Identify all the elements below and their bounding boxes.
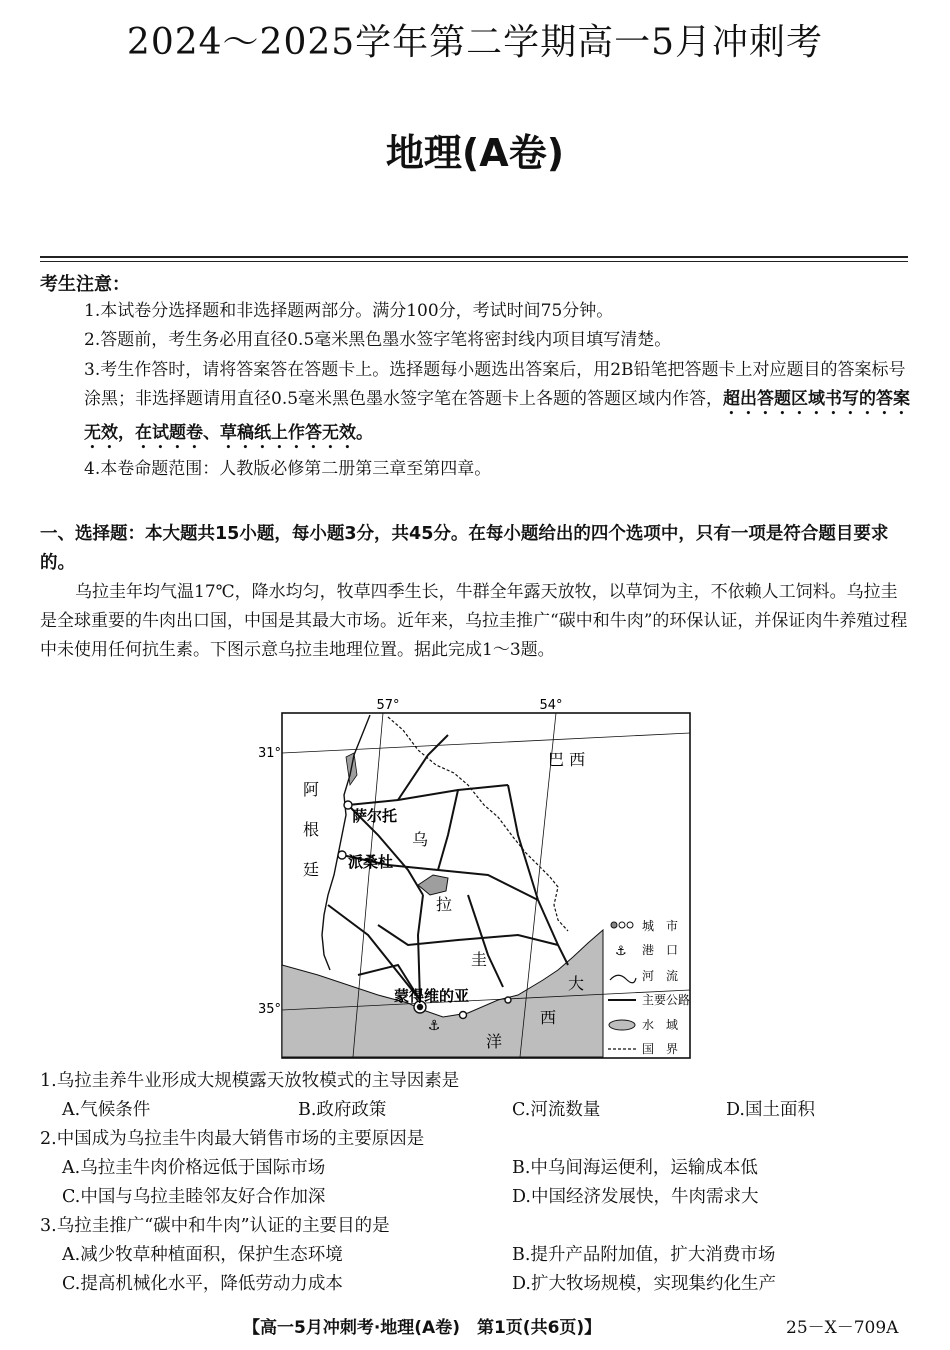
label-uruguay-2: 拉 <box>436 895 453 914</box>
legend-water-label: 水 域 <box>642 1018 679 1032</box>
lon-label-57: 57° <box>376 698 400 713</box>
label-salto: 萨尔托 <box>352 807 398 825</box>
question-3-option-a: A.减少牧草种植面积，保护生态环境 <box>62 1245 343 1265</box>
label-argentina-2: 根 <box>303 820 320 839</box>
notice-item-3 <box>84 356 912 453</box>
notice-item-1: 1.本试卷分选择题和非选择题两部分。满分100分，考试时间75分钟。 <box>84 301 614 321</box>
question-3-option-c: C.提高机械化水平，降低劳动力成本 <box>62 1274 343 1294</box>
label-uruguay-1: 乌 <box>412 830 429 849</box>
section-heading: 一、选择题：本大题共15小题，每小题3分，共45分。在每小题给出的四个选项中，只有一项是符合题目要求的。 <box>40 524 889 573</box>
lon-label-54: 54° <box>539 698 563 713</box>
question-1-stem: 1.乌拉圭养牛业形成大规模露天放牧模式的主导因素是 <box>40 1071 460 1091</box>
question-1-option-d: D.国土面积 <box>726 1100 815 1120</box>
question-3-option-d: D.扩大牧场规模，实现集约化生产 <box>512 1274 776 1294</box>
footer-code: 25－X－709A <box>786 1318 899 1338</box>
divider-thin <box>40 261 908 262</box>
exam-title: 2024～2025学年第二学期高一5月冲刺考 <box>126 22 824 63</box>
legend-water-icon <box>609 1020 635 1030</box>
question-2-option-c: C.中国与乌拉圭睦邻友好合作加深 <box>62 1187 326 1207</box>
question-2-option-d: D.中国经济发展快，牛肉需求大 <box>512 1187 759 1207</box>
notice-item-3-text: 3.考生作答时，请将答案答在答题卡上。选择题每小题选出答案后，用2B铅笔把答题卡上对应题目的答案标号涂黑；非选择题请用直径0.5毫米黑色墨水签字笔在答题卡上各题的答题区域内作答， <box>84 360 906 409</box>
question-2-stem: 2.中国成为乌拉圭牛肉最大销售市场的主要原因是 <box>40 1129 425 1149</box>
footer-center: 【高一5月冲刺考·地理(A卷) 第1页(共6页)】 <box>243 1318 602 1338</box>
legend-road-label: 主要公路 <box>642 993 691 1007</box>
question-1-option-a: A.气候条件 <box>62 1100 151 1120</box>
port-symbol: ⚓ <box>427 1018 441 1034</box>
question-2-option-a: A.乌拉圭牛肉价格远低于国际市场 <box>62 1158 326 1178</box>
subject-title: 地理(A卷) <box>385 131 565 175</box>
label-atlantic-2: 西 <box>540 1008 557 1027</box>
legend-port-icon: ⚓ <box>615 944 627 959</box>
question-1-option-c: C.河流数量 <box>512 1100 601 1120</box>
label-argentina-1: 阿 <box>303 780 320 799</box>
label-brazil: 巴 西 <box>548 750 586 769</box>
lat-label-35: 35° <box>258 1002 282 1017</box>
label-montevideo: 蒙得维的亚 <box>394 987 470 1005</box>
label-atlantic-3: 洋 <box>486 1032 503 1051</box>
question-2-option-b: B.中乌间海运便利，运输成本低 <box>512 1158 758 1178</box>
uruguay-map <box>258 695 694 1061</box>
question-3-option-b: B.提升产品附加值，扩大消费市场 <box>512 1245 776 1265</box>
legend-city-icon <box>611 922 633 928</box>
notice-item-4: 4.本卷命题范围：人教版必修第二册第三章至第四章。 <box>84 459 492 479</box>
legend-river-label: 河 流 <box>642 969 679 983</box>
legend-city-label: 城 市 <box>642 919 679 933</box>
question-1-option-b: B.政府政策 <box>298 1100 387 1120</box>
question-3-stem: 3.乌拉圭推广“碳中和牛肉”认证的主要目的是 <box>40 1216 390 1236</box>
lat-label-31: 31° <box>258 746 282 761</box>
notice-item-3-emphasis: 超出答题区域书写的答案无效，在试题卷、草稿纸上作答无效。 <box>84 389 911 443</box>
legend-border-label: 国 界 <box>642 1042 679 1056</box>
divider-thick <box>40 256 908 258</box>
notice-heading: 考生注意： <box>40 274 130 295</box>
label-uruguay-3: 圭 <box>471 950 488 969</box>
legend-port-label: 港 口 <box>642 943 679 957</box>
label-atlantic-1: 大 <box>568 974 585 993</box>
label-paysandu: 派桑杜 <box>348 853 394 871</box>
notice-item-2: 2.答题前，考生务必用直径0.5毫米黑色墨水签字笔将密封线内项目填写清楚。 <box>84 330 672 350</box>
label-argentina-3: 廷 <box>303 860 320 879</box>
passage: 乌拉圭年均气温17℃，降水均匀，牧草四季生长，牛群全年露天放牧，以草饲为主，不依赖人工饲料。乌拉圭是全球重要的牛肉出口国，中国是其最大市场。近年来，乌拉圭推广“碳中和牛肉”的环保认证，并保证肉牛养殖过程中未使用任何抗生素。下图示意乌拉圭地理位置。据此完成1～3题。 <box>40 582 908 660</box>
